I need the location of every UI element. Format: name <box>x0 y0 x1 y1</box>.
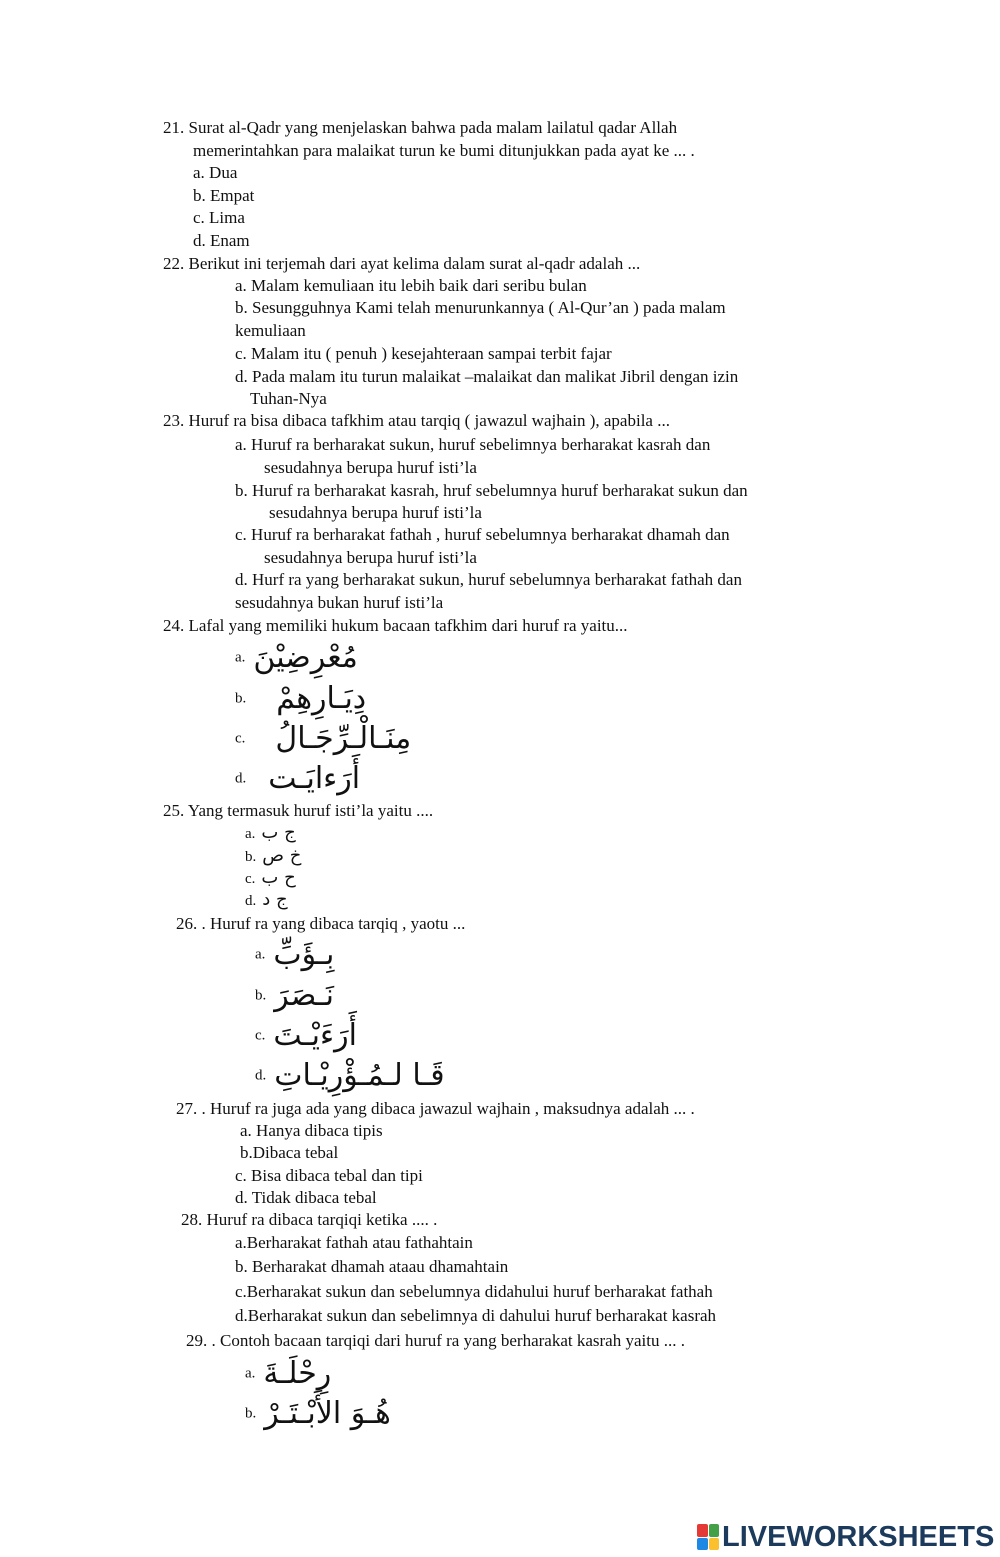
q22-text: 22. Berikut ini terjemah dari ayat kelima dalam surat al-qadr adalah ... <box>163 254 641 273</box>
q26-option-b <box>255 979 334 1013</box>
liveworksheets-logo[interactable] <box>697 1522 994 1552</box>
q24-option-c-label: c. <box>235 730 246 747</box>
q26-option-c-label: c. <box>255 1027 266 1044</box>
q25-text: 25. Yang termasuk huruf isti’la yaitu .... <box>163 801 434 820</box>
logo-square-yellow <box>709 1538 720 1551</box>
q26-option-d-arabic: قَـا لـمُـؤْرِيْـاتِ <box>274 1058 445 1093</box>
liveworksheets-logo-icon <box>697 1524 719 1550</box>
q23-option-c-line2: sesudahnya berupa huruf isti’la <box>264 548 477 567</box>
q23-option-b-line1: b. Huruf ra berharakat kasrah, hruf sebelumnya huruf berharakat sukun dan <box>235 481 748 500</box>
q28-option-d: d.Berharakat sukun dan sebelimnya di dahului huruf berharakat kasrah <box>235 1306 717 1325</box>
q26-option-c-arabic: أَرَءَيْـتَ <box>273 1018 357 1053</box>
q27-option-b: b.Dibaca tebal <box>240 1143 339 1162</box>
q22-option-b-line1: b. Sesungguhnya Kami telah menurunkannya ( Al-Qur’an ) pada malam <box>235 298 726 317</box>
q28-option-c: c.Berharakat sukun dan sebelumnya didahului huruf berharakat fathah <box>235 1282 713 1301</box>
q25-option-b <box>245 845 301 868</box>
q29-option-a <box>245 1357 331 1391</box>
q25-option-c-label: c. <box>245 871 256 887</box>
q25-option-d <box>245 889 288 912</box>
q22-option-d-line2: Tuhan-Nya <box>250 389 327 408</box>
q23-option-a-line2: sesudahnya berupa huruf isti’la <box>264 458 477 477</box>
q27-option-d: d. Tidak dibaca tebal <box>235 1188 377 1207</box>
q23-option-c-line1: c. Huruf ra berharakat fathah , huruf sebelumnya berharakat dhamah dan <box>235 525 730 544</box>
q24-option-b <box>235 682 366 716</box>
q23-option-b-line2: sesudahnya berupa huruf isti’la <box>269 503 482 522</box>
q25-option-d-label: d. <box>245 893 257 909</box>
q25-option-a <box>245 822 296 845</box>
q21-option-a: a. Dua <box>193 163 238 182</box>
q27-text: 27. . Huruf ra juga ada yang dibaca jawazul wajhain , maksudnya adalah ... . <box>176 1099 695 1118</box>
q24-option-b-label: b. <box>235 690 247 707</box>
q24-option-c-arabic: مِنَـالْـرِّجَـالُ <box>275 721 412 756</box>
q29-option-a-label: a. <box>245 1365 256 1382</box>
q24-option-c <box>235 722 411 756</box>
q26-option-a-label: a. <box>255 946 266 963</box>
q25-option-b-arabic: خ ص <box>262 845 302 866</box>
q21-text-line1: 21. Surat al-Qadr yang menjelaskan bahwa pada malam lailatul qadar Allah <box>163 118 678 137</box>
q25-option-c-arabic: ح ب <box>261 867 296 888</box>
q24-option-d-label: d. <box>235 770 247 787</box>
q25-option-a-label: a. <box>245 826 256 842</box>
q29-option-b-label: b. <box>245 1405 257 1422</box>
q21-option-d: d. Enam <box>193 231 250 250</box>
q25-option-b-label: b. <box>245 849 257 865</box>
q24-option-a-label: a. <box>235 649 246 666</box>
q26-option-d-label: d. <box>255 1067 267 1084</box>
q29-option-b-arabic: هُـوَ الأَبْـتَـرْ <box>264 1396 391 1431</box>
q25-option-a-arabic: ج ب <box>261 822 296 843</box>
q26-option-c <box>255 1019 357 1053</box>
q23-text: 23. Huruf ra bisa dibaca tafkhim atau tarqiq ( jawazul wajhain ), apabila ... <box>163 411 670 430</box>
q24-option-a <box>235 641 358 675</box>
q26-option-a-arabic: بِـؤَبِّ <box>273 937 335 972</box>
q23-option-a-line1: a. Huruf ra berharakat sukun, huruf sebelimnya berharakat kasrah dan <box>235 435 711 454</box>
q21-option-c: c. Lima <box>193 208 245 227</box>
q25-option-d-arabic: ج د <box>262 889 288 910</box>
logo-square-blue <box>697 1538 708 1551</box>
q24-option-d <box>235 762 360 796</box>
liveworksheets-logo-text: LIVEWORKSHEETS <box>722 1520 995 1553</box>
q29-text: 29. . Contoh bacaan tarqiqi dari huruf ra yang berharakat kasrah yaitu ... . <box>186 1331 685 1350</box>
q27-option-a: a. Hanya dibaca tipis <box>240 1121 383 1140</box>
q26-option-d <box>255 1059 445 1093</box>
logo-square-green <box>709 1524 720 1537</box>
q26-option-b-label: b. <box>255 987 267 1004</box>
logo-square-red <box>697 1524 708 1537</box>
q25-option-c <box>245 867 296 890</box>
q27-option-c: c. Bisa dibaca tebal dan tipi <box>235 1166 423 1185</box>
q22-option-d-line1: d. Pada malam itu turun malaikat –malaikat dan malikat Jibril dengan izin <box>235 367 739 386</box>
q22-option-b-line2: kemuliaan <box>235 321 306 340</box>
q22-option-a: a. Malam kemuliaan itu lebih baik dari seribu bulan <box>235 276 587 295</box>
q28-option-b: b. Berharakat dhamah ataau dhamahtain <box>235 1257 509 1276</box>
q21-text-line2: memerintahkan para malaikat turun ke bumi ditunjukkan pada ayat ke ... . <box>193 141 695 160</box>
q24-option-a-arabic: مُعْرِضِيْنَ <box>253 640 358 675</box>
q26-option-a <box>255 938 334 972</box>
q23-option-d-line1: d. Hurf ra yang berharakat sukun, huruf sebelumnya berharakat fathah dan <box>235 570 742 589</box>
q28-text: 28. Huruf ra dibaca tarqiqi ketika .... . <box>181 1210 438 1229</box>
q29-option-b <box>245 1397 391 1431</box>
q26-option-b-arabic: نَـصَرَ <box>274 978 334 1013</box>
q22-option-c: c. Malam itu ( penuh ) kesejahteraan sampai terbit fajar <box>235 344 612 363</box>
q26-text: 26. . Huruf ra yang dibaca tarqiq , yaotu ... <box>176 914 466 933</box>
q28-option-a: a.Berharakat fathah atau fathahtain <box>235 1233 473 1252</box>
q23-option-d-line2: sesudahnya bukan huruf isti’la <box>235 593 444 612</box>
q29-option-a-arabic: رِحْلَـةَ <box>263 1356 332 1391</box>
q24-option-d-arabic: أَرَءايَـت <box>268 761 361 796</box>
q24-text: 24. Lafal yang memiliki hukum bacaan tafkhim dari huruf ra yaitu... <box>163 616 628 635</box>
q24-option-b-arabic: دِيَـارِهِمْ <box>276 681 367 716</box>
q21-option-b: b. Empat <box>193 186 255 205</box>
